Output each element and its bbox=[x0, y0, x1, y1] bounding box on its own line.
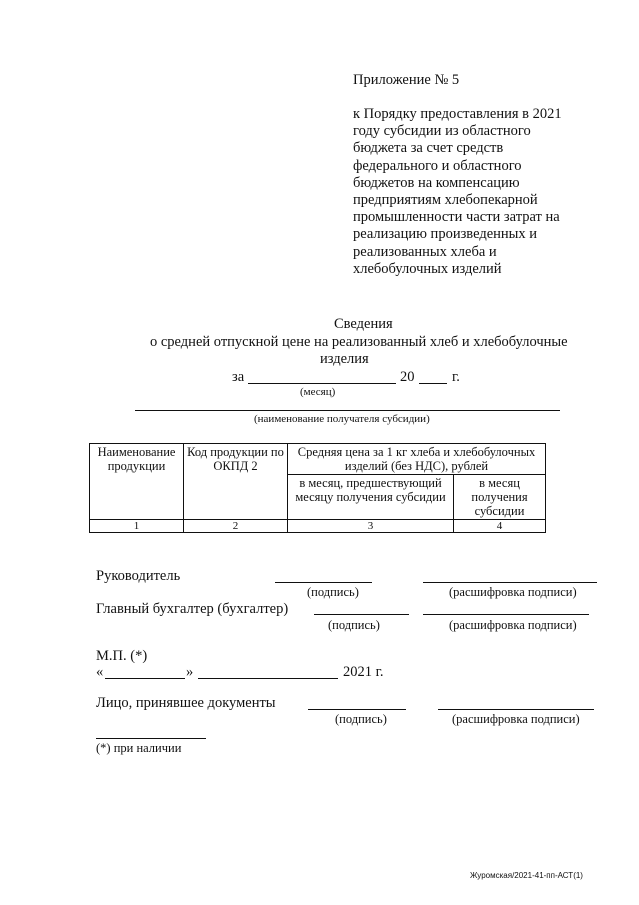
head-signature-blank bbox=[275, 582, 372, 583]
accountant-signature-blank bbox=[314, 614, 409, 615]
column-number-3: 3 bbox=[288, 520, 454, 533]
recipient-blank bbox=[135, 410, 560, 411]
appendix-title: Приложение № 5 bbox=[353, 72, 460, 88]
header-product-name: Наименование продукции bbox=[90, 444, 184, 520]
head-decode-blank bbox=[423, 582, 597, 583]
document-code: Журомская/2021-41-пп-АСТ(1) bbox=[470, 871, 583, 880]
header-average-price: Средняя цена за 1 кг хлеба и хлебобулочных изделий (без НДС), рублей bbox=[288, 444, 546, 475]
head-sign-caption: (подпись) bbox=[307, 585, 359, 599]
column-number-1: 1 bbox=[90, 520, 184, 533]
head-decode-caption: (расшифровка подписи) bbox=[449, 585, 577, 599]
document-title: Сведения bbox=[334, 316, 393, 332]
date-month-blank bbox=[198, 678, 338, 679]
header-price-current-month: в месяц получения субсидии bbox=[454, 475, 546, 520]
year-prefix: 20 bbox=[400, 369, 415, 385]
stamp-label: М.П. (*) bbox=[96, 648, 148, 664]
year-suffix: г. bbox=[452, 369, 460, 385]
column-number-4: 4 bbox=[454, 520, 546, 533]
appendix-text bbox=[353, 106, 593, 278]
appendix-line: хлебобулочных изделий bbox=[353, 260, 502, 277]
appendix-line: году субсидии из областного bbox=[353, 123, 531, 140]
head-label: Руководитель bbox=[96, 568, 181, 584]
appendix-line: федерального и областного bbox=[353, 157, 522, 174]
document-subtitle-line2: изделия bbox=[320, 351, 369, 367]
date-year: 2021 г. bbox=[343, 664, 384, 680]
appendix-line: реализацию произведенных и bbox=[353, 226, 538, 243]
date-open-quote: « bbox=[96, 664, 104, 680]
accountant-label: Главный бухгалтер (бухгалтер) bbox=[96, 601, 289, 617]
header-okpd-code: Код продукции по ОКПД 2 bbox=[184, 444, 288, 520]
receiver-label: Лицо, принявшее документы bbox=[96, 695, 276, 711]
appendix-line: к Порядку предоставления в 2021 bbox=[353, 106, 562, 122]
accountant-decode-blank bbox=[423, 614, 589, 615]
document-subtitle-line1: о средней отпускной цене на реализованный хлеб и хлебобулочные bbox=[150, 334, 568, 350]
appendix-line: промышленности части затрат на bbox=[353, 209, 560, 226]
price-table bbox=[89, 443, 546, 533]
recipient-caption: (наименование получателя субсидии) bbox=[254, 413, 430, 425]
appendix-line: бюджетов на компенсацию bbox=[353, 174, 520, 191]
accountant-sign-caption: (подпись) bbox=[328, 618, 380, 632]
month-caption: (месяц) bbox=[300, 386, 336, 398]
receiver-sign-caption: (подпись) bbox=[335, 712, 387, 726]
period-prefix: за bbox=[232, 369, 245, 385]
footnote: (*) при наличии bbox=[96, 741, 182, 755]
receiver-signature-blank bbox=[308, 709, 406, 710]
footnote-separator bbox=[96, 738, 206, 739]
date-day-blank bbox=[105, 678, 185, 679]
appendix-line: реализованных хлеба и bbox=[353, 243, 497, 260]
receiver-decode-blank bbox=[438, 709, 594, 710]
month-blank bbox=[248, 383, 396, 384]
accountant-decode-caption: (расшифровка подписи) bbox=[449, 618, 577, 632]
receiver-decode-caption: (расшифровка подписи) bbox=[452, 712, 580, 726]
column-number-2: 2 bbox=[184, 520, 288, 533]
header-price-previous-month: в месяц, предшествующий месяцу получения субсидии bbox=[288, 475, 454, 520]
date-close-quote: » bbox=[186, 664, 194, 680]
year-blank bbox=[419, 383, 447, 384]
appendix-line: бюджета за счет средств bbox=[353, 140, 504, 157]
appendix-line: предприятиям хлебопекарной bbox=[353, 192, 538, 209]
